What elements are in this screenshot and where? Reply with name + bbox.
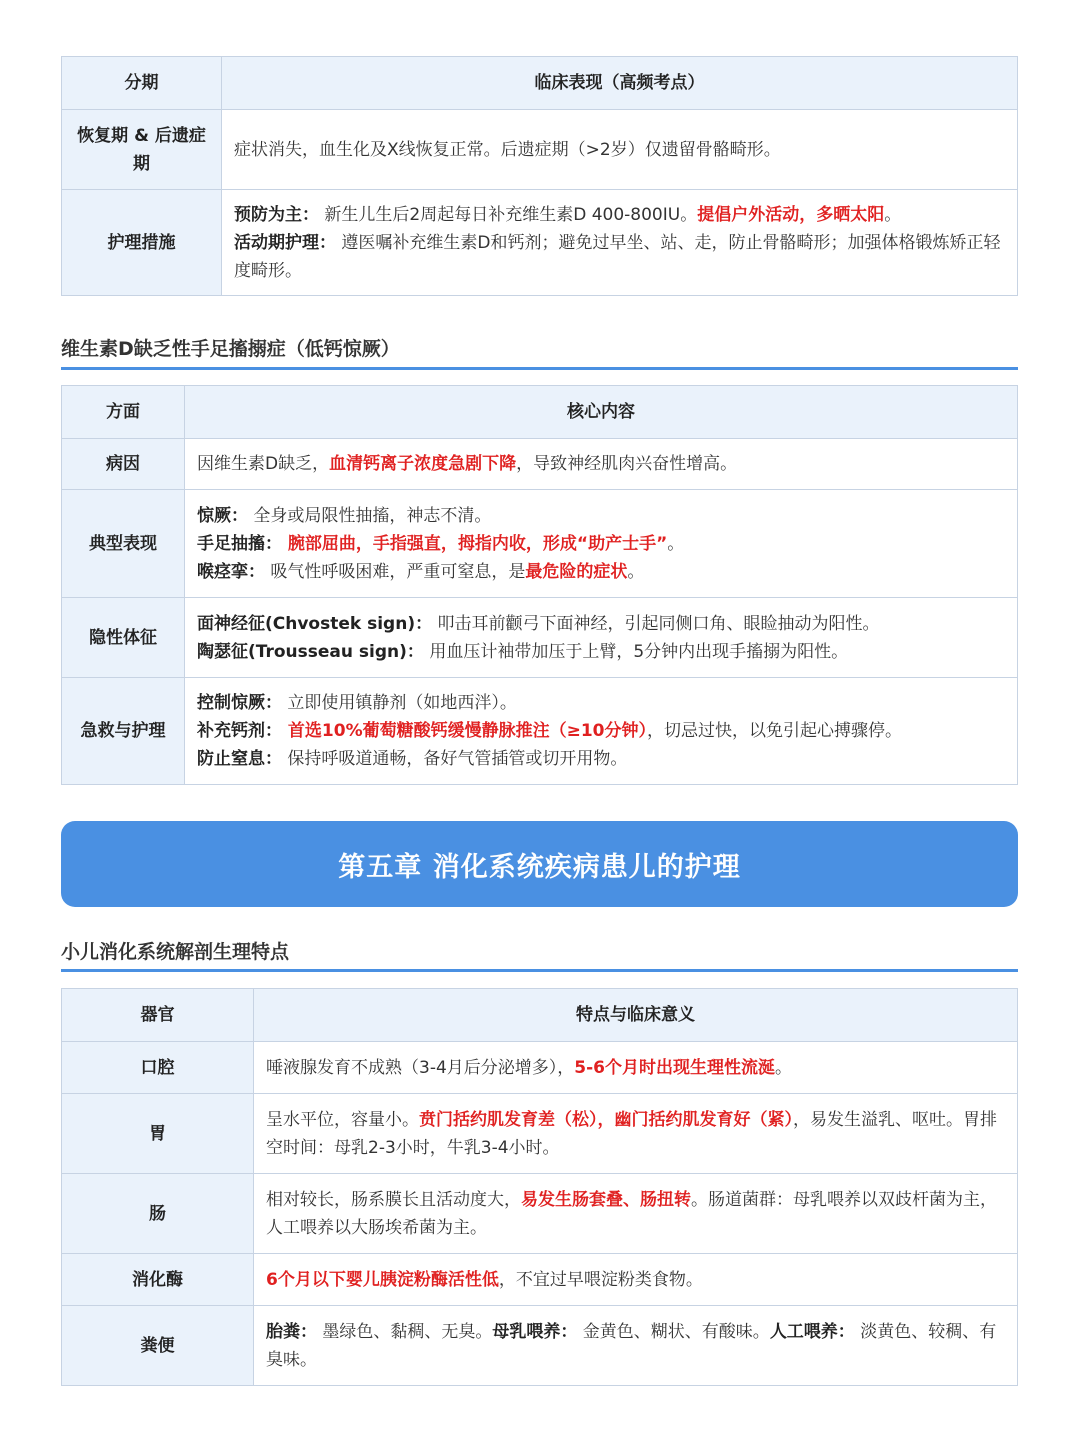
content-line [266, 1186, 1005, 1242]
section-title: 维生素D缺乏性手足搐搦症（低钙惊厥） [61, 338, 400, 360]
body-text: ，导致神经肌肉兴奋性增高。 [516, 454, 738, 474]
digestive-table [61, 988, 1018, 1386]
table-row [62, 1254, 1018, 1306]
content-line [234, 201, 1005, 229]
table3-container [61, 988, 1018, 1386]
row-key: 病因 [62, 439, 185, 490]
content-line [197, 717, 1005, 745]
table-row [62, 1306, 1018, 1386]
row-key: 隐性体征 [62, 598, 185, 678]
section-title: 小儿消化系统解剖生理特点 [61, 941, 290, 963]
body-text: 金黄色、糊状、有酸味。 [577, 1321, 770, 1342]
table-row [62, 1042, 1018, 1094]
column-header: 分期 [62, 57, 222, 110]
row-key: 粪便 [62, 1306, 254, 1386]
highlight-text: 5-6个月时出现生理性流涎 [574, 1057, 775, 1078]
column-header: 方面 [62, 386, 185, 439]
highlight-text: 血清钙离子浓度急剧下降 [329, 454, 517, 474]
bold-label: 手足抽搐： [197, 533, 282, 554]
body-text: ，易发生溢乳、呕吐。胃排空时间：母乳2-3小时，牛乳3-4小时。 [266, 1109, 997, 1158]
row-key: 肠 [62, 1174, 254, 1254]
column-header: 临床表现（高频考点） [222, 57, 1018, 110]
bold-label: 补充钙剂： [197, 721, 282, 741]
body-text: 症状消失，血生化及X线恢复正常。后遗症期（>2岁）仅遗留骨骼畸形。 [234, 139, 781, 160]
highlight-text: 首选10%葡萄糖酸钙缓慢静脉推注（≥10分钟） [282, 721, 648, 741]
section-divider [61, 367, 1018, 370]
body-text: 全身或局限性抽搐，神志不清。 [248, 505, 492, 526]
content-line [266, 1318, 1005, 1374]
row-content [185, 490, 1018, 598]
highlight-text: 贲门括约肌发育差（松），幽门括约肌发育好（紧） [419, 1109, 793, 1130]
bold-label: 喉痉挛： [197, 561, 265, 582]
body-text: 。肠道菌群：母乳喂养以双歧杆菌为主，人工喂养以大肠埃希菌为主。 [266, 1189, 997, 1238]
section-divider [61, 969, 1018, 972]
body-text: 立即使用镇静剂（如地西泮）。 [282, 693, 517, 713]
body-text: 。 [627, 561, 645, 582]
content-line [197, 689, 1005, 717]
content-line [197, 530, 1005, 558]
body-text: 唾液腺发育不成熟（3-4月后分泌增多）， [266, 1057, 575, 1078]
table-row [62, 190, 1018, 296]
column-header: 核心内容 [185, 386, 1018, 439]
body-text: 墨绿色、黏稠、无臭。 [317, 1321, 493, 1342]
content-line [266, 1054, 1005, 1082]
row-content [254, 1094, 1018, 1174]
row-content [254, 1042, 1018, 1094]
row-content [254, 1174, 1018, 1254]
column-header: 特点与临床意义 [254, 989, 1018, 1042]
row-key: 护理措施 [62, 190, 222, 296]
row-key: 消化酶 [62, 1254, 254, 1306]
content-line [197, 558, 1005, 586]
body-text: 相对较长，肠系膜长且活动度大， [266, 1189, 521, 1210]
body-text: 叩击耳前颧弓下面神经，引起同侧口角、眼睑抽动为阳性。 [432, 613, 880, 634]
content-line [234, 229, 1005, 285]
body-text: 用血压计袖带加压于上臂，5分钟内出现手搐搦为阳性。 [423, 641, 849, 662]
row-key: 胃 [62, 1094, 254, 1174]
content-line [197, 745, 1005, 773]
table-row [62, 1174, 1018, 1254]
table-header-row [62, 57, 1018, 110]
staging-table [61, 56, 1018, 296]
table-header-row [62, 386, 1018, 439]
body-text: 吸气性呼吸困难，严重可窒息，是 [265, 561, 526, 582]
body-text: 保持呼吸道通畅，备好气管插管或切开用物。 [282, 749, 628, 769]
table-header-row [62, 989, 1018, 1042]
row-key: 恢复期 & 后遗症期 [62, 110, 222, 190]
bold-label: 面神经征(Chvostek sign)： [197, 613, 433, 634]
row-content [222, 110, 1018, 190]
bold-label: 控制惊厥： [197, 693, 282, 713]
table-row [62, 598, 1018, 678]
content-line [197, 450, 1005, 478]
content-line [266, 1266, 1005, 1294]
row-key: 口腔 [62, 1042, 254, 1094]
body-text: 遵医嘱补充维生素D和钙剂；避免过早坐、站、走，防止骨骼畸形；加强体格锻炼矫正轻度畸形。 [234, 232, 1001, 281]
bold-label: 预防为主： [234, 204, 319, 225]
row-content [254, 1306, 1018, 1386]
column-header: 器官 [62, 989, 254, 1042]
body-text: ，切忌过快，以免引起心搏骤停。 [647, 721, 903, 741]
table-row [62, 439, 1018, 490]
row-content [185, 678, 1018, 785]
row-key: 典型表现 [62, 490, 185, 598]
body-text: 。 [667, 533, 685, 554]
bold-label: 惊厥： [197, 505, 248, 526]
table2-container [61, 385, 1018, 785]
chapter-title: 第五章 消化系统疾病患儿的护理 [338, 851, 741, 883]
content-line [197, 502, 1005, 530]
chapter-banner [61, 821, 1018, 907]
body-text: ，不宜过早喂淀粉类食物。 [498, 1269, 703, 1290]
content-line [197, 638, 1005, 666]
table-row [62, 110, 1018, 190]
highlight-text: 易发生肠套叠、肠扭转 [521, 1189, 691, 1210]
bold-label: 防止窒息： [197, 749, 282, 769]
bold-label: 胎粪： [266, 1321, 317, 1342]
bold-label: 母乳喂养： [492, 1321, 578, 1342]
body-text: 呈水平位，容量小。 [266, 1109, 419, 1130]
bold-label: 陶瑟征(Trousseau sign)： [197, 641, 424, 662]
tetany-table [61, 385, 1018, 785]
content-line [197, 610, 1005, 638]
table1-container [61, 56, 1018, 296]
row-content [185, 598, 1018, 678]
table-row [62, 678, 1018, 785]
highlight-text: 提倡户外活动，多晒太阳 [697, 204, 885, 225]
highlight-text: 6个月以下婴儿胰淀粉酶活性低 [266, 1269, 499, 1290]
row-content [185, 439, 1018, 490]
table-row [62, 490, 1018, 598]
body-text: 。 [884, 204, 902, 225]
row-content [222, 190, 1018, 296]
row-key: 急救与护理 [62, 678, 185, 785]
body-text: 因维生素D缺乏， [197, 454, 330, 474]
content-line [266, 1106, 1005, 1162]
highlight-text: 腕部屈曲，手指强直，拇指内收，形成“助产士手” [282, 533, 668, 554]
row-content [254, 1254, 1018, 1306]
body-text: 淡黄色、较稠、有臭味。 [266, 1321, 997, 1370]
highlight-text: 最危险的症状 [525, 561, 628, 582]
content-line [234, 136, 1005, 164]
bold-label: 活动期护理： [234, 232, 336, 253]
bold-label: 人工喂养： [769, 1321, 855, 1342]
table-row [62, 1094, 1018, 1174]
body-text: 。 [774, 1057, 792, 1078]
body-text: 新生儿生后2周起每日补充维生素D 400-800IU。 [319, 204, 698, 225]
